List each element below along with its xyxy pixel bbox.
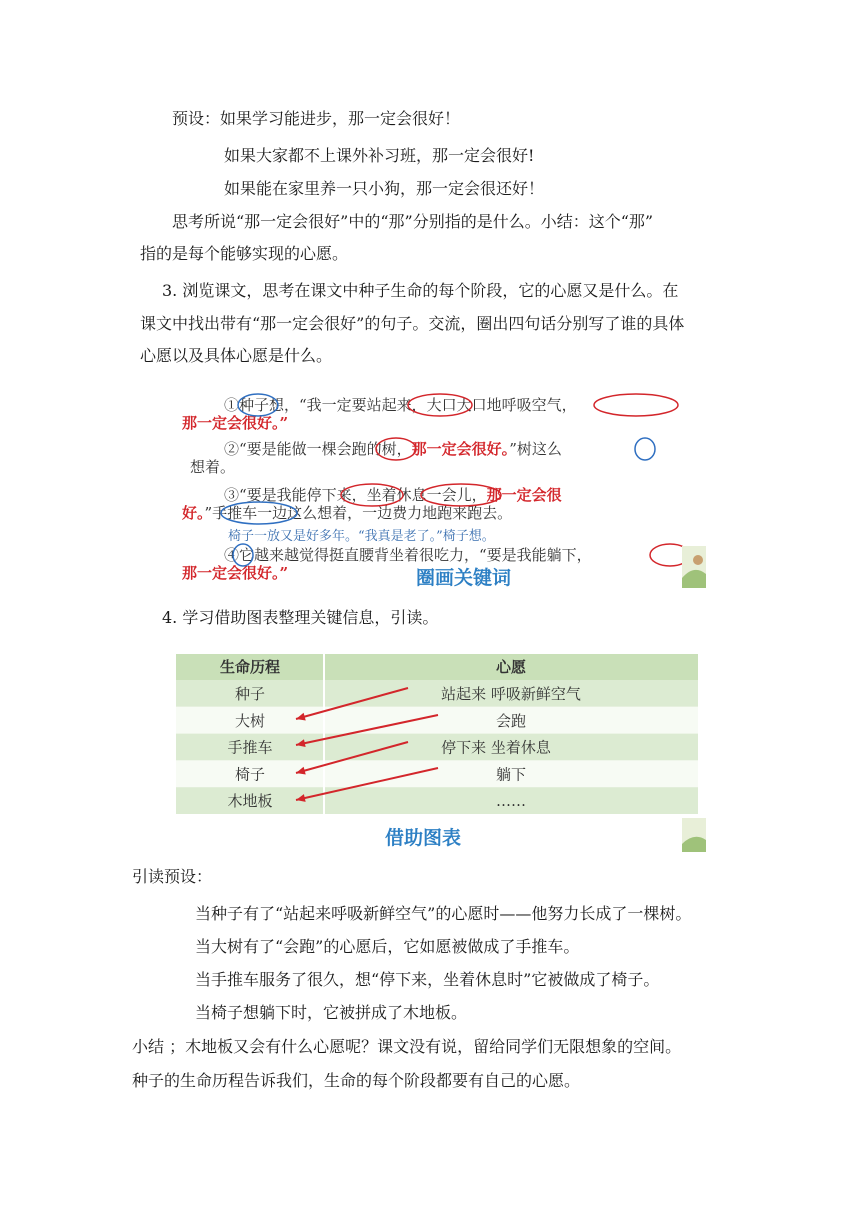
step3-line-1: 3. 浏览课文，思考在课文中种子生命的每个阶段，它的心愿又是什么。在 [162, 281, 679, 300]
preset-line-3: 如果能在家里养一只小狗，那一定会很还好！ [224, 179, 545, 198]
keyword-caption: 圈画关键词 [416, 567, 512, 588]
sentence-3b: 好。”手推车一边这么想着，一边费力地跑来跑去。 [182, 504, 513, 522]
summary-line-1: 小结 ；木地板又会有什么心愿呢？课文没有说，留给同学们无限想象的空间。 [132, 1037, 682, 1056]
guide-line-2: 当大树有了“会跑”的心愿后，它如愿被做成了手推车。 [195, 937, 580, 956]
stage-cell: 手推车 [227, 738, 273, 757]
summary-line-2: 种子的生命历程告诉我们，生命的每个阶段都要有自己的心愿。 [132, 1071, 581, 1090]
think-line-1: 思考所说“那一定会很好”中的“那”分别指的是什么。小结：这个“那” [172, 212, 654, 231]
sentence-3c: 椅子一放又是好多年。“我真是老了。”椅子想。 [228, 529, 495, 544]
stage-cell: 木地板 [227, 792, 273, 811]
wish-cell: 躺下 [495, 765, 527, 784]
sentence-2a: ②“要是能做一棵会跑的树，那一定会很好。”树这么 [224, 440, 562, 458]
guide-line-1: 当种子有了“站起来呼吸新鲜空气”的心愿时——他努力长成了一棵树。 [195, 904, 692, 923]
keyword-figure [176, 388, 706, 588]
decorative-corner-image [682, 546, 706, 588]
stage-cell: 种子 [234, 685, 266, 703]
step3-line-3: 心愿以及具体心愿是什么。 [140, 346, 333, 365]
stage-cell: 椅子 [234, 765, 266, 784]
guide-title: 引读预设： [132, 867, 213, 886]
preset-line-1: 预设：如果学习能进步，那一定会很好！ [172, 109, 461, 128]
wish-cell: 站起来 呼吸新鲜空气 [441, 685, 581, 703]
wish-cell: 会跑 [495, 711, 527, 730]
wish-cell: …… [496, 792, 526, 811]
wish-cell: 停下来 坐着休息 [441, 738, 551, 757]
sentence-3a: ③“要是我能停下来，坐着休息一会儿，那一定会很 [224, 486, 562, 504]
step4-line-1: 4. 学习借助图表整理关键信息，引读。 [162, 608, 439, 627]
guide-line-4: 当椅子想躺下时，它被拼成了木地板。 [195, 1003, 468, 1022]
stage-cell: 大树 [234, 711, 266, 730]
sentence-1b: 那一定会很好。” [182, 414, 289, 432]
table-caption: 借助图表 [385, 827, 462, 849]
preset-line-2: 如果大家都不上课外补习班，那一定会很好! [224, 146, 535, 165]
header-wish: 心愿 [495, 658, 527, 676]
life-table-figure [176, 652, 706, 852]
step3-line-2: 课文中找出带有“那一定会很好”的句子。交流，圈出四句话分别写了谁的具体 [140, 314, 685, 333]
sentence-4b: 那一定会很好。” [182, 564, 289, 582]
think-line-2: 指的是每个能够实现的心愿。 [140, 244, 349, 263]
decorative-corner-image [682, 818, 706, 852]
sentence-2b: 想着。 [190, 458, 236, 476]
guide-line-3: 当手推车服务了很久，想“停下来，坐着休息时”它被做成了椅子。 [195, 970, 660, 989]
sentence-4a: ④它越来越觉得挺直腰背坐着很吃力，“要是我能躺下， [224, 546, 592, 564]
sentence-1a: ①种子想，“我一定要站起来，大口大口地呼吸空气， [224, 396, 577, 414]
header-stage: 生命历程 [219, 658, 281, 676]
